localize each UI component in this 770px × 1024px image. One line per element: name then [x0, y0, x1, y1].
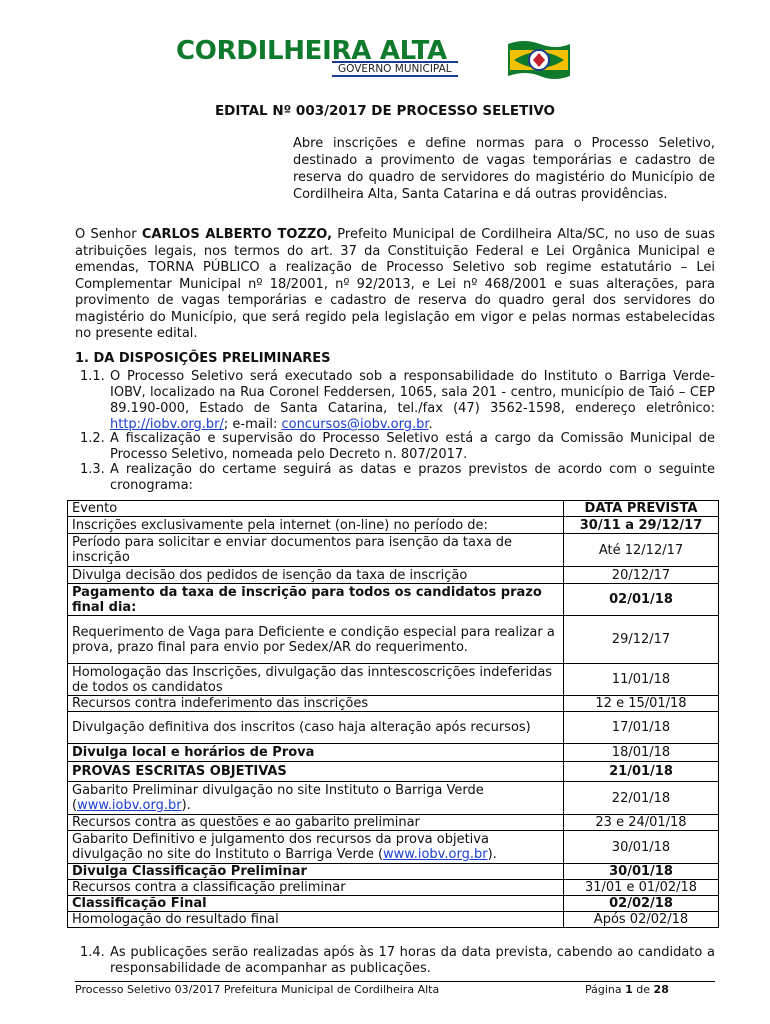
date-cell: 23 e 24/01/18 [564, 815, 719, 831]
event-cell: Divulgação definitiva dos inscritos (caso haja alteração após recursos) [68, 712, 564, 744]
iobv-website-link[interactable]: http://iobv.org.br/ [110, 417, 224, 432]
event-cell: Gabarito Preliminar divulgação no site Instituto o Barriga Verde (www.iobv.org.br). [68, 782, 564, 815]
event-cell: Requerimento de Vaga para Deficiente e condição especial para realizar a prova, prazo final para envio por Sedex/AR do requerimento. [68, 616, 564, 664]
date-cell: 30/11 a 29/12/17 [564, 517, 719, 534]
item-number: 1.1. [80, 369, 105, 384]
table-row [68, 567, 719, 584]
date-cell: Até 12/12/17 [564, 534, 719, 567]
item-text: A fiscalização e supervisão do Processo Seletivo está a cargo da Comissão Municipal de Processo Seletivo, nomeada pelo Decreto n. 807/2017. [110, 431, 715, 462]
footer-text: Processo Seletivo 03/2017 Prefeitura Municipal de Cordilheira Alta [75, 983, 440, 996]
event-cell: Recursos contra a classificação preliminar [68, 880, 564, 896]
table-row [68, 534, 719, 567]
date-cell: 30/01/18 [564, 864, 719, 880]
table-row [68, 696, 719, 712]
section-heading: 1. DA DISPOSIÇÕES PRELIMINARES [75, 351, 331, 366]
table-row [68, 831, 719, 864]
event-cell: PROVAS ESCRITAS OBJETIVAS [68, 762, 564, 782]
item-1-4 [80, 945, 715, 977]
table-row [68, 782, 719, 815]
event-cell: Gabarito Definitivo e julgamento dos recursos da prova objetiva divulgação no site do Instituto o Barriga Verde (www.iobv.org.br). [68, 831, 564, 864]
header-event: Evento [68, 501, 564, 517]
date-cell: 02/02/18 [564, 896, 719, 912]
item-number: 1.4. [80, 945, 105, 960]
table-row [68, 864, 719, 880]
date-cell: 02/01/18 [564, 584, 719, 616]
table-row [68, 517, 719, 534]
document-summary: Abre inscrições e define normas para o Processo Seletivo, destinado a provimento de vagas temporárias e cadastro de reserva do quadro de servidores do magistério do Município de Cordilheira Alta, Santa Catarina e dá outras providências. [293, 136, 715, 202]
header-logo [170, 34, 570, 80]
table-row [68, 584, 719, 616]
municipal-flag-icon [506, 38, 572, 82]
table-row [68, 744, 719, 762]
table-row [68, 664, 719, 696]
brand-title: CORDILHEIRA ALTA [176, 36, 447, 66]
table-row [68, 880, 719, 896]
item-1-2 [80, 431, 715, 463]
item-number: 1.2. [80, 431, 105, 446]
date-cell: 11/01/18 [564, 664, 719, 696]
brand-subtitle: GOVERNO MUNICIPAL [332, 61, 458, 77]
table-row [68, 912, 719, 928]
item-1-3 [80, 462, 715, 494]
item-text: A realização do certame seguirá as datas e prazos previstos de acordo com o seguinte cronograma: [110, 462, 715, 493]
event-cell: Homologação do resultado final [68, 912, 564, 928]
date-cell: 29/12/17 [564, 616, 719, 664]
date-cell: 12 e 15/01/18 [564, 696, 719, 712]
event-cell: Inscrições exclusivamente pela internet (on-line) no período de: [68, 517, 564, 534]
page-number: Página 1 de 28 [585, 983, 669, 996]
table-row [68, 815, 719, 831]
date-cell: 30/01/18 [564, 831, 719, 864]
intro-body: Prefeito Municipal de Cordilheira Alta/SC, no uso de suas atribuições legais, nos termos do art. 37 da Constituição Federal e Lei Orgânica Municipal e emendas, TORNA PÚBLICO a realização de Processo Seletivo sob regime estatutário – Lei Complementar Municipal nº 18/2001, nº 92/2013, e Lei nº 468/2001 e suas alterações, para provimento de vagas temporárias e cadastro de reserva do quadro geral dos servidores do magistério do Município, que será regido pela legislação em vigor e pelas normas estabelecidas no presente edital. [75, 227, 715, 341]
table-row [68, 896, 719, 912]
table-row [68, 762, 719, 782]
table-row [68, 616, 719, 664]
event-cell: Divulga local e horários de Prova [68, 744, 564, 762]
date-cell: 22/01/18 [564, 782, 719, 815]
event-cell: Pagamento da taxa de inscrição para todos os candidatos prazo final dia: [68, 584, 564, 616]
item-1-1 [80, 369, 715, 433]
item-text: As publicações serão realizadas após às 17 horas da data prevista, cabendo ao candidato a responsabilidade de acompanhar as publicações. [110, 945, 715, 976]
intro-paragraph [75, 227, 715, 343]
schedule-table [67, 500, 719, 928]
date-cell: 17/01/18 [564, 712, 719, 744]
date-cell: Após 02/02/18 [564, 912, 719, 928]
intro-prefix: O Senhor [75, 227, 142, 242]
table-header-row [68, 501, 719, 517]
event-cell: Divulga decisão dos pedidos de isenção da taxa de inscrição [68, 567, 564, 584]
date-cell: 21/01/18 [564, 762, 719, 782]
item-text: O Processo Seletivo será executado sob a responsabilidade do Instituto o Barriga Verde-IOBV, localizado na Rua Coronel Feddersen, 1065, sala 201 - centro, município de Taió – CEP 89.190-000, Estado de Santa Catarina, tel./fax (47) 3562-1598, endereço eletrônico: http://iobv.org.br/; e-mail: concursos@iobv.org.br. [110, 369, 715, 432]
event-cell: Classificação Final [68, 896, 564, 912]
event-cell: Homologação das Inscrições, divulgação das inntescoscrições indeferidas de todos os candidatos [68, 664, 564, 696]
iobv-email-link[interactable]: concursos@iobv.org.br [281, 417, 429, 432]
item-number: 1.3. [80, 462, 105, 477]
header-date: DATA PREVISTA [564, 501, 719, 517]
iobv-website-link[interactable]: www.iobv.org.br [383, 847, 488, 862]
iobv-website-link[interactable]: www.iobv.org.br [77, 798, 182, 813]
date-cell: 18/01/18 [564, 744, 719, 762]
date-cell: 20/12/17 [564, 567, 719, 584]
mayor-name: CARLOS ALBERTO TOZZO, [141, 227, 333, 242]
date-cell: 31/01 e 01/02/18 [564, 880, 719, 896]
event-cell: Recursos contra as questões e ao gabarito preliminar [68, 815, 564, 831]
footer-divider [75, 981, 715, 982]
event-cell: Recursos contra indeferimento das inscrições [68, 696, 564, 712]
event-cell: Período para solicitar e enviar documentos para isenção da taxa de inscrição [68, 534, 564, 567]
document-title: EDITAL Nº 003/2017 DE PROCESSO SELETIVO [214, 103, 556, 119]
event-cell: Divulga Classificação Preliminar [68, 864, 564, 880]
table-row [68, 712, 719, 744]
